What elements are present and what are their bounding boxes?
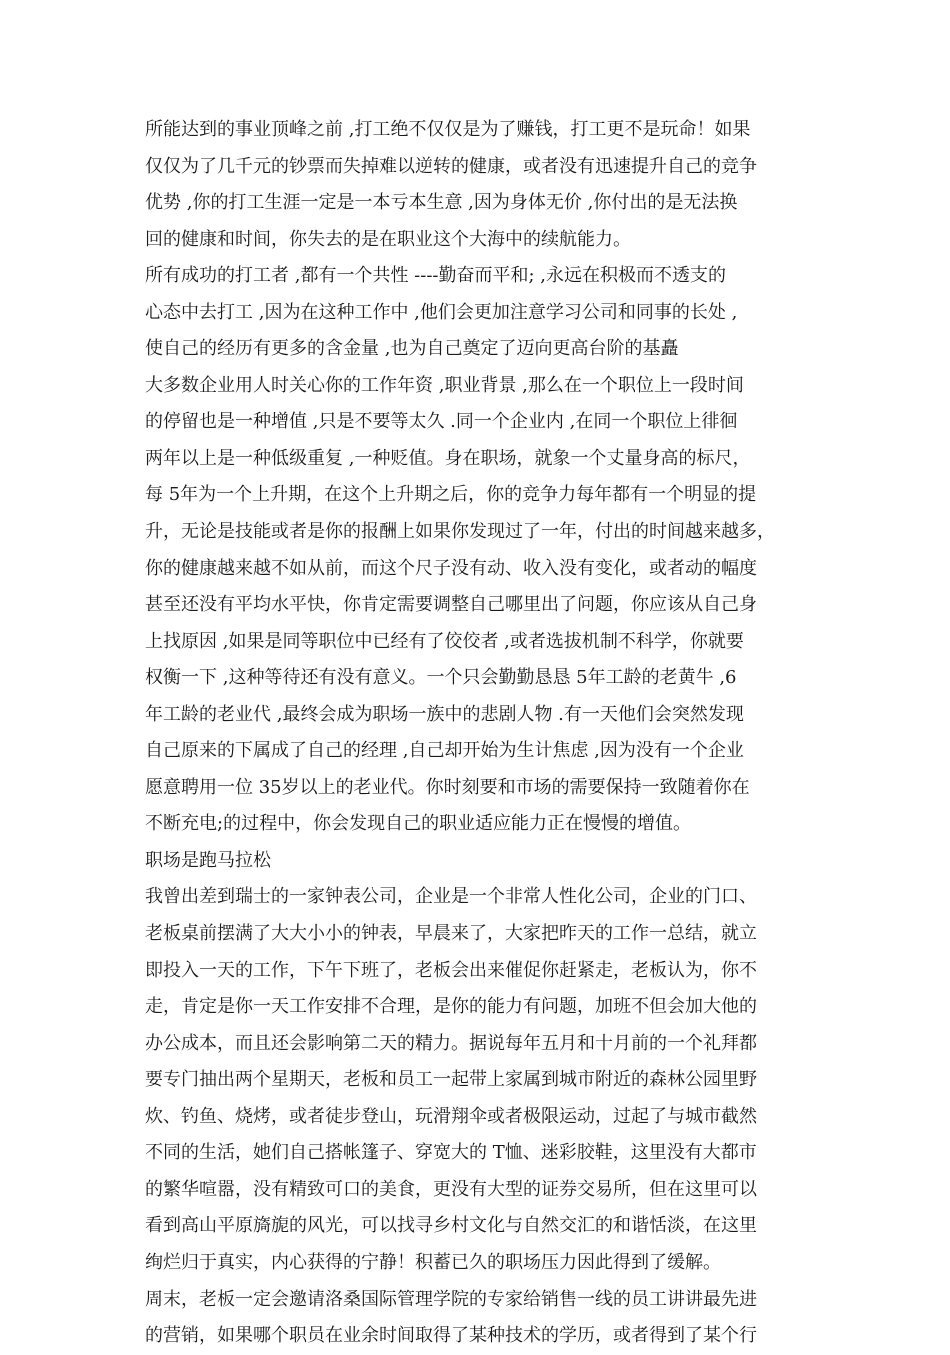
text-line: 升，无论是技能或者是你的报酬上如果你发现过了一年，付出的时间越来越多， xyxy=(145,521,775,543)
text-line: 每 5年为一个上升期，在这个上升期之后，你的竞争力每年都有一个明显的提 xyxy=(145,484,757,506)
text-line: 回的健康和时间，你失去的是在职业这个大海中的续航能力。 xyxy=(145,228,631,250)
text-line: 周末，老板一定会邀请洛桑国际管理学院的专家给销售一线的员工讲讲最先进 xyxy=(145,1288,757,1310)
text-line: 你的健康越来越不如从前，而这个尺子没有动、收入没有变化，或者动的幅度 xyxy=(145,557,757,579)
text-line: 看到高山平原旖旎的风光，可以找寻乡村文化与自然交汇的和谐恬淡，在这里 xyxy=(145,1215,757,1237)
text-line: 仅仅为了几千元的钞票而失掉难以逆转的健康，或者没有迅速提升自己的竞争 xyxy=(145,155,757,177)
text-line: 的繁华喧嚣，没有精致可口的美食，更没有大型的证券交易所，但在这里可以 xyxy=(145,1178,757,1200)
text-line: 要专门抽出两个星期天，老板和员工一起带上家属到城市附近的森林公园里野 xyxy=(145,1069,757,1091)
text-line: 两年以上是一种低级重复 ,一种贬值。身在职场，就象一个丈量身高的标尺， xyxy=(145,447,751,469)
document-body-text xyxy=(145,112,810,1355)
text-line: 的停留也是一种增值 ,只是不要等太久 .同一个企业内 ,在同一个职位上徘徊 xyxy=(145,411,738,433)
text-line: 优势 ,你的打工生涯一定是一本亏本生意 ,因为身体无价 ,你付出的是无法换 xyxy=(145,192,738,214)
text-line: 不同的生活，她们自己搭帐篷子、穿宽大的 T恤、迷彩胶鞋，这里没有大都市 xyxy=(145,1142,757,1164)
text-line: 大多数企业用人时关心你的工作年资 ,职业背景 ,那么在一个职位上一段时间 xyxy=(145,374,744,396)
text-line: 权衡一下 ,这种等待还有没有意义。一个只会勤勤恳恳 5年工龄的老黄牛 ,6 xyxy=(145,667,737,689)
text-line: 心态中去打工 ,因为在这种工作中 ,他们会更加注意学习公司和同事的长处 , xyxy=(145,301,738,323)
text-line: 愿意聘用一位 35岁以上的老业代。你时刻要和市场的需要保持一致随着你在 xyxy=(145,776,750,798)
text-line: 使自己的经历有更多的含金量 ,也为自己奠定了迈向更高台阶的基矗 xyxy=(145,338,679,360)
text-line: 走，肯定是你一天工作安排不合理，是你的能力有问题，加班不但会加大他的 xyxy=(145,996,757,1018)
text-line: 甚至还没有平均水平快，你肯定需要调整自己哪里出了问题，你应该从自己身 xyxy=(145,594,757,616)
text-line: 所能达到的事业顶峰之前 ,打工绝不仅仅是为了赚钱，打工更不是玩命！如果 xyxy=(145,119,751,140)
text-line: 绚烂归于真实，内心获得的宁静！积蓄已久的职场压力因此得到了缓解。 xyxy=(145,1251,721,1273)
text-line: 即投入一天的工作，下午下班了，老板会出来催促你赶紧走，老板认为，你不 xyxy=(145,959,757,981)
text-line: 炊、钓鱼、烧烤，或者徒步登山，玩滑翔伞或者极限运动，过起了与城市截然 xyxy=(145,1105,757,1127)
text-line: 自己原来的下属成了自己的经理 ,自己却开始为生计焦虑 ,因为没有一个企业 xyxy=(145,740,744,762)
text-line: 上找原因 ,如果是同等职位中已经有了佼佼者 ,或者选拔机制不科学，你就要 xyxy=(145,630,744,652)
text-line: 职场是跑马拉松 xyxy=(145,849,271,871)
text-line: 我曾出差到瑞士的一家钟表公司，企业是一个非常人性化公司，企业的门口、 xyxy=(145,886,757,908)
text-line: 不断充电;的过程中，你会发现自己的职业适应能力正在慢慢的增值。 xyxy=(145,813,692,835)
text-line: 办公成本，而且还会影响第二天的精力。据说每年五月和十月前的一个礼拜都 xyxy=(145,1032,757,1054)
text-line: 老板桌前摆满了大大小小的钟表，早晨来了，大家把昨天的工作一总结，就立 xyxy=(145,923,757,945)
text-line: 年工龄的老业代 ,最终会成为职场一族中的悲剧人物 .有一天他们会突然发现 xyxy=(145,703,744,725)
text-line: 的营销，如果哪个职员在业余时间取得了某种技术的学历，或者得到了某个行 xyxy=(145,1325,757,1347)
text-line: 所有成功的打工者 ,都有一个共性 ----勤奋而平和; ,永远在积极而不透支的 xyxy=(145,265,726,287)
